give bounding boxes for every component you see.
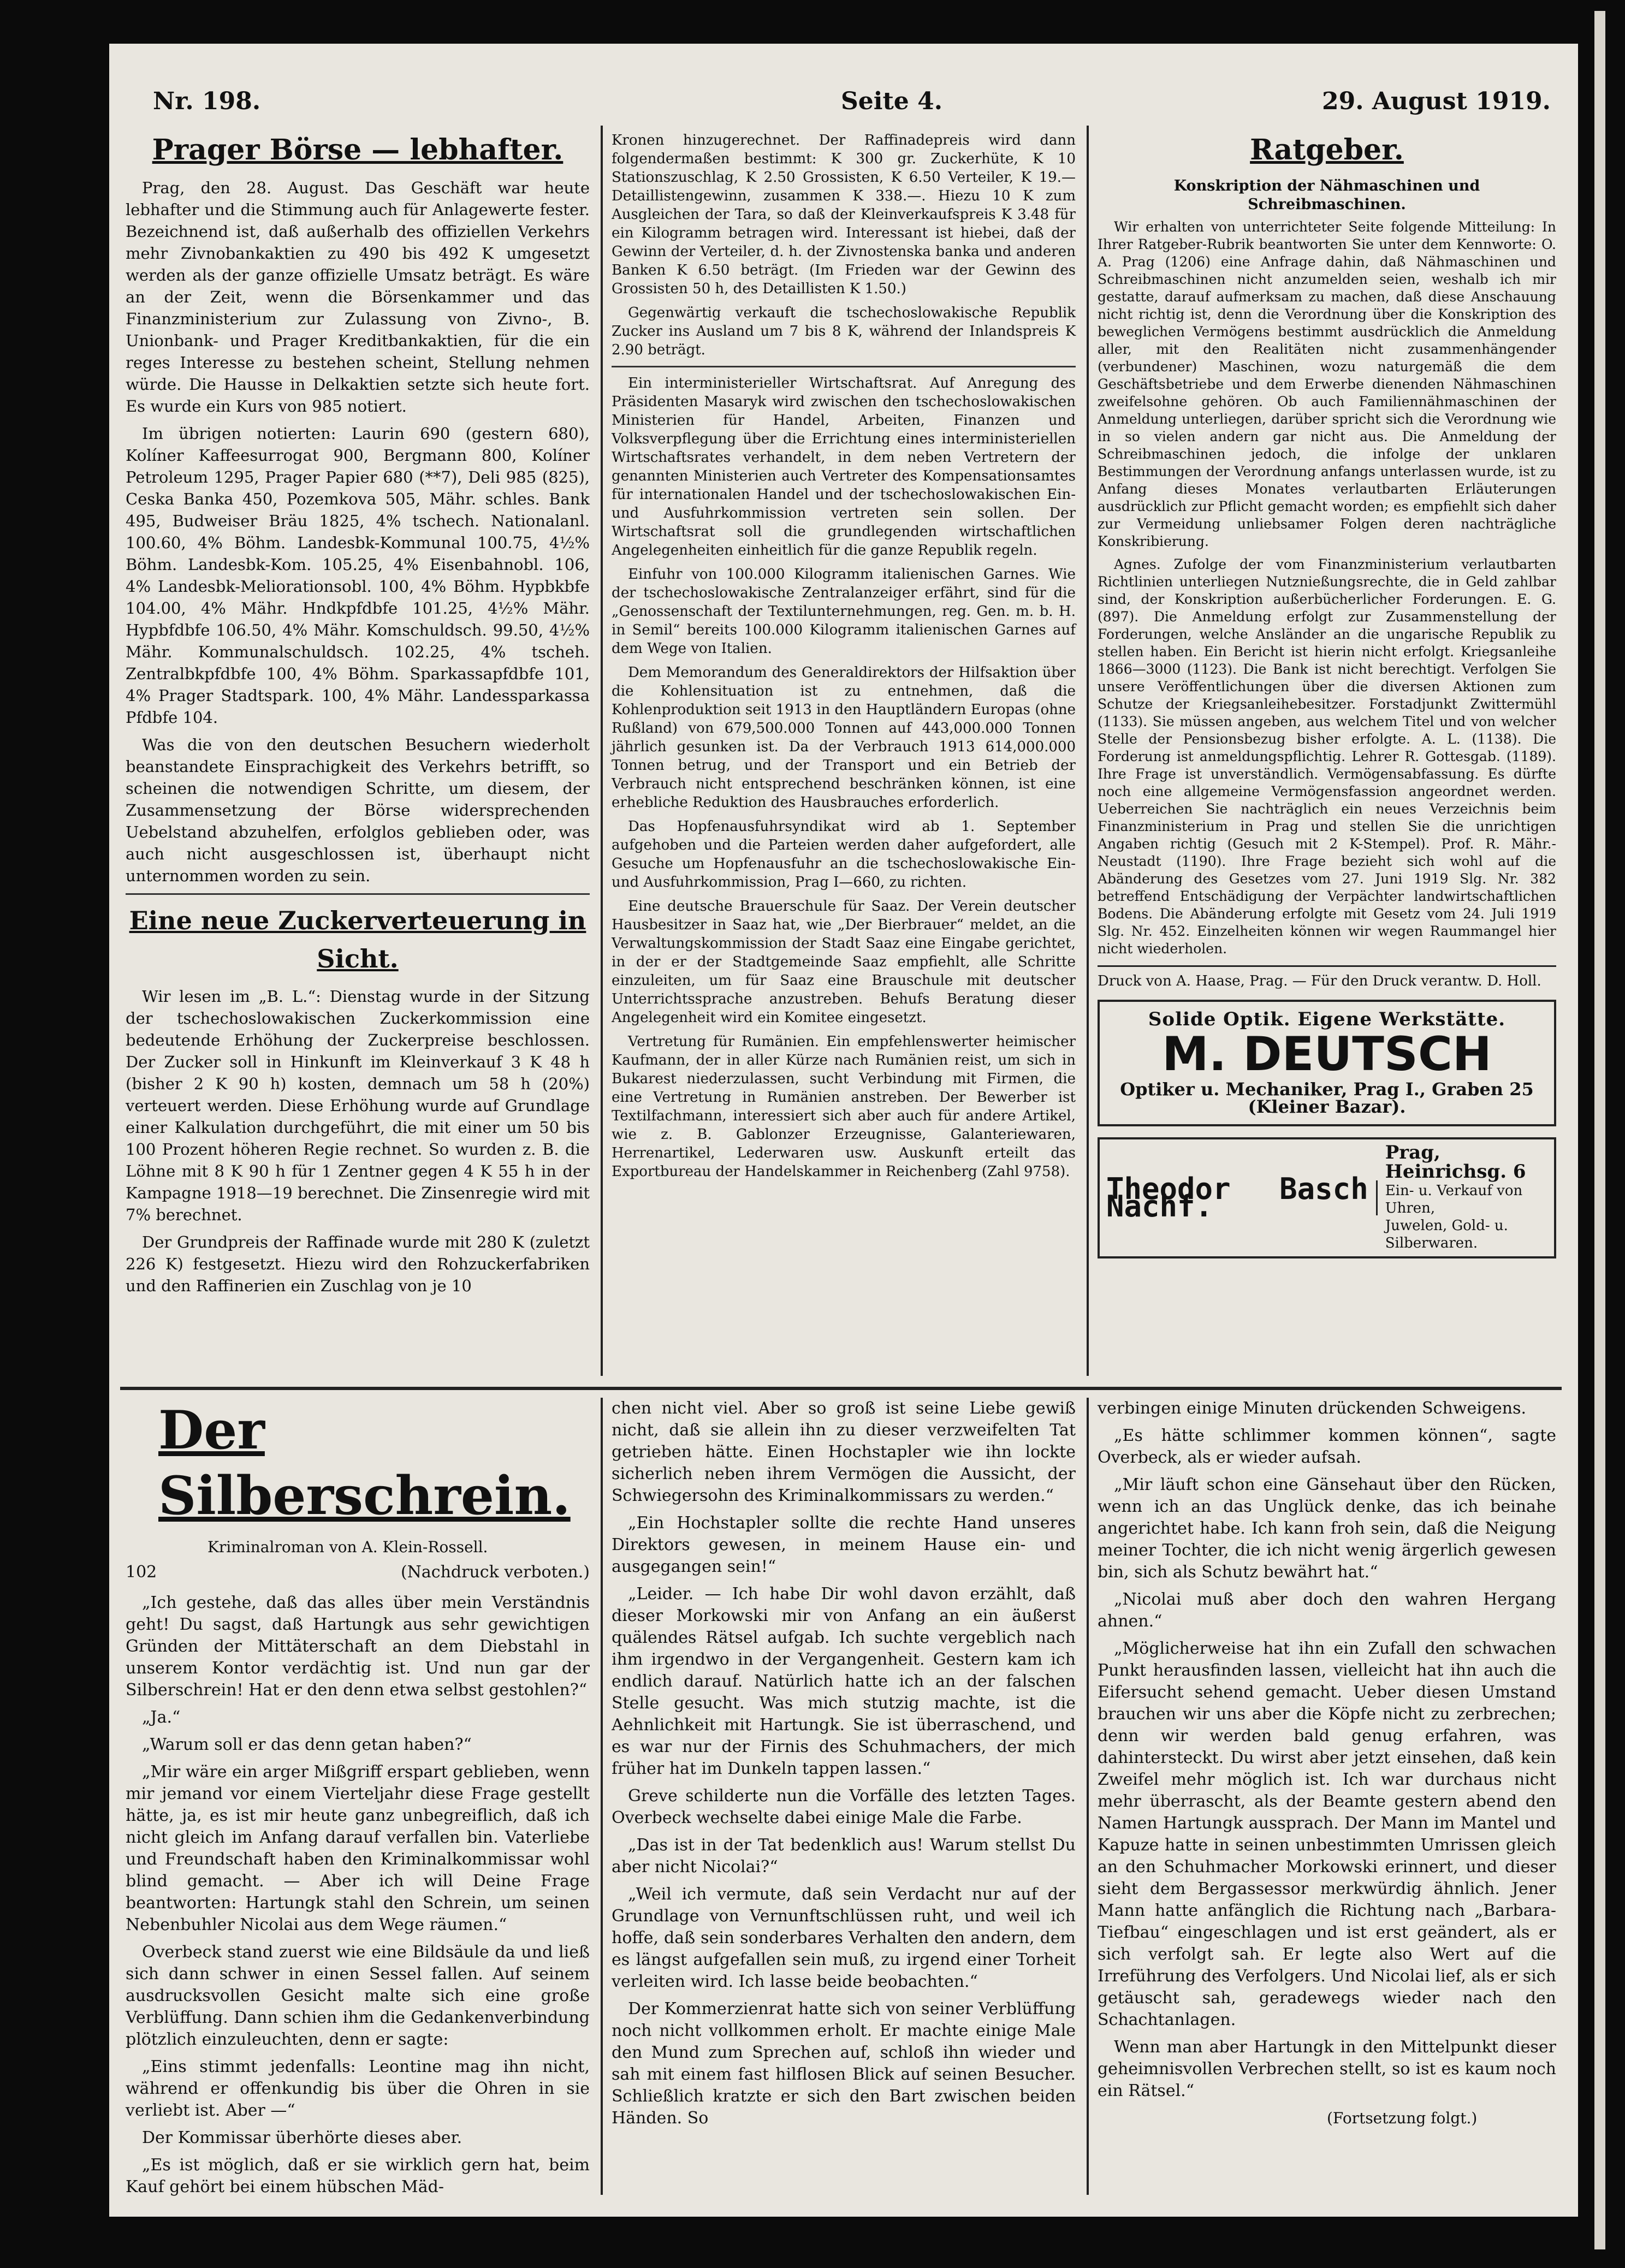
ad-deutsch-name: M. DEUTSCH <box>1162 1027 1492 1082</box>
column-rule-3 <box>601 1398 603 2195</box>
novel-paragraph: „Nicolai muß aber doch den wahren Hergang ahnen.“ <box>1098 1590 1556 1631</box>
novel-paragraph: Overbeck stand zuerst wie eine Bildsäule da und ließ sich dann schwer in einen Sessel fallen. Auf seinem ausdrucksvollen Gesicht malte sich eine große Verblüffung. Dann schien ihm die Gedankenverbindung plötzlich einzuleuchten, denn er sagte: <box>126 1943 590 2049</box>
boerse-quotes: Im übrigen notierten: Laurin 690 (gestern 680), Kolíner Kaffeesurrogat 900, Bergmann 800, Kolíner Petroleum 1295, Prager Papier 680 (**7), Deli 985 (825), Ceska Banka 450, Pozemkova 505, Mähr. schles. Bank 495, Budweiser Bräu 1825, 4% tschech. Nationalanl. 100.60, 4% Böhm. Landesbk-Kommunal 100.75, 4½% Böhm. Landesbk-Kom. 105.25, 4% Eisenbahnobl. 106, 4% Landesbk-Meliorationsobl. 100, 4% Böhm. Hypbkbfe 104.00, 4% Mähr. Hndkpfdbfe 101.25, 4½% Mähr. Hypbfdbfe 106.50, 4% Mähr. Komschuldsch. 99.50, 4½% Mähr. Kommunalschuldsch. 102.25, 4% tscheh. Zentralbkpfdbfe 100, 4% Böhm. Sparkassapfdbfe 101, 4% Prager Stadtspark. 100, 4% Mähr. Landessparkassa Pfdbfe 104. <box>126 424 590 727</box>
novel-paragraph: „Eins stimmt jedenfalls: Leontine mag ihn nicht, während er offenkundig bis über die Ohren in sie verliebt ist. Aber —“ <box>126 2057 590 2120</box>
section-divider <box>126 893 590 895</box>
column-middle-top <box>612 131 1076 1186</box>
ad-basch-details <box>1378 1144 1547 1252</box>
ad-basch-desc-1: Ein- u. Verkauf von Uhren, <box>1385 1183 1523 1216</box>
novel-paragraph: „Das ist in der Tat bedenklich aus! Warum stellst Du aber nicht Nicolai?“ <box>612 1836 1076 1877</box>
novel-paragraph: „Leider. — Ich habe Dir wohl davon erzählt, daß dieser Morkowski mir von Anfang an ein äußerst quälendes Rätsel aufgab. Ich suchte vergeblich nach ihm irgendwo in der Vergangenheit. Gestern kam ich endlich darauf. Natürlich hatte ich an der falschen Stelle gesucht. Was mich stutzig machte, ist die Aehnlichkeit mit Hartungk. Sie ist überraschend, und es war nur der Firnis des Schuhmachers, der mich früher hat im Dunkeln tappen lassen.“ <box>612 1584 1076 1778</box>
novel-paragraph: „Ich gestehe, daß das alles über mein Verständnis geht! Du sagst, daß Hartungk aus sehr gewichtigen Gründen der Mittäterschaft an dem Diebstahl in unserem Kontor verdächtig ist. Und nun gar der Silberschrein! Hat er den denn etwa selbst gestohlen?“ <box>126 1593 590 1700</box>
zucker-paragraph-2: Der Grundpreis der Raffinade wurde mit 280 K (zuletzt 226 K) festgesetzt. Hiezu wird den Rohzuckerfabriken und den Raffinerien ein Zuschlag von je 10 <box>126 1233 590 1295</box>
ad-deutsch-tagline: Solide Optik. Eigene Werkstätte. <box>1148 1008 1506 1030</box>
feuilleton-rule <box>120 1387 1562 1390</box>
column-rule-1 <box>601 126 603 1376</box>
novel-paragraph: „Mir läuft schon eine Gänsehaut über den Rücken, wenn ich an das Unglück denke, das ich beinahe angerichtet habe. Ich kann froh sein, daß die Neigung meiner Tochter, die ich nicht wenig ärgerlich gewesen bin, sich als Schutz bewährt hat.“ <box>1098 1475 1556 1582</box>
novel-paragraph: Der Kommissar überhörte dieses aber. <box>142 2128 462 2147</box>
news-hopfen: Das Hopfenausfuhrsyndikat wird ab 1. September aufgehoben und die Parteien werden daher aufgefordert, alle Gesuche um Hopfenausfuhr an die tschechoslowakische Ein- und Ausfuhrkommission, Prag I—660, zu richten. <box>612 818 1076 890</box>
issue-number: Nr. 198. <box>153 87 261 115</box>
ad-deutsch-location: (Kleiner Bazar). <box>1248 1096 1406 1117</box>
printer-imprint: Druck von A. Haase, Prag. — Für den Druck verantw. D. Holl. <box>1098 965 1556 990</box>
column-left-top <box>126 131 590 1302</box>
novel-author: Kriminalroman von A. Klein-Rossell. <box>207 1538 488 1556</box>
feuilleton-column-3 <box>1098 1398 1556 2129</box>
page-number: Seite 4. <box>841 87 943 115</box>
boerse-paragraph: Prag, den 28. August. Das Geschäft war heute lebhafter und die Stimmung auch für Anlagewerte fester. Bezeichnend ist, daß außerhalb des offiziellen Verkehrs mehr Zivnobankaktien zu 490 bis 492 K umgesetzt werden als der ganze offizielle Umsatz beträgt. Es wäre an der Zeit, wenn die Börsenkammer und das Finanzministerium zur Zulassung von Zivno-, B. Unionbank- und Prager Kreditbankaktien, für die ein reges Interesse zu bestehen scheint, Stellung nehmen würde. Die Hausse in Delkaktien setzte sich heute fort. Es wurde ein Kurs von 985 notiert. <box>126 179 590 415</box>
news-brauerschule: Eine deutsche Brauerschule für Saaz. Der Verein deutscher Hausbesitzer in Saaz hat, wie „Der Bierbrauer“ meldet, an die Verwaltungskommission der Stadt Saaz eine Eingabe gerichtet, in der er der Stadtgemeinde Saaz empfiehlt, alle Schritte einzuleiten, um für Saaz eine Brauschule mit deutscher Unterrichtssprache anzustreben. Behufs Beratung dieser Angelegenheit wird ein Komitee eingesetzt. <box>612 898 1076 1026</box>
novel-paragraph: „Weil ich vermute, daß sein Verdacht nur auf der Grundlage von Vernunftschlüssen ruht, und weil ich hoffe, daß sein sonderbares Verhalten den andern, dem es längst aufgefallen sein muß, zu irgend einer Torheit verleiten wird. Ich lasse beide beobachten.“ <box>612 1885 1076 1991</box>
news-wirtschaftsrat: Ein interministerieller Wirtschaftsrat. Auf Anregung des Präsidenten Masaryk wird zwischen den tschechoslowakischen Ministerien für Handel, Arbeiten, Finanzen und Volksverpflegung über die Errichtung eines interministeriellen Wirtschaftsrates verhandelt, in dem neben Vertretern der genannten Ministerien auch Vertreter des Kompensationsamtes für internationalen Handel und der tschechoslowakischen Ein- und Ausfuhrkommission vertreten sein sollen. Der Wirtschaftsrat soll die grundlegenden wirtschaftlichen Angelegenheiten einheitlich für die ganze Republik regeln. <box>612 375 1076 559</box>
boerse-headline: Prager Börse — lebhafter. <box>152 133 564 167</box>
ratgeber-headline: Ratgeber. <box>1250 133 1404 167</box>
zucker-paragraph: Wir lesen im „B. L.“: Dienstag wurde in der Sitzung der tschechoslowakischen Zuckerkommission eine bedeutende Erhöhung der Zuckerpreise beschlossen. Der Zucker soll in Hinkunft im Kleinverkauf 3 K 48 h (bisher 2 K 90 h) kosten, demnach um 58 h (20%) verteuert werden. Diese Erhöhung wurde auf Grundlage einer Kalkulation durchgeführt, die mit einer um 50 bis 100 Prozent höheren Regie rechnet. So wurden z. B. die Löhne mit 8 K 90 h für 1 Zentner gegen 4 K 55 h in der Kampagne 1918—19 berechnet. Die Zinsenregie wird mit 7% berechnet. <box>126 987 590 1224</box>
novel-reprint-notice: (Nachdruck verboten.) <box>400 1563 590 1582</box>
issue-date: 29. August 1919. <box>1322 87 1551 115</box>
novel-paragraph: Greve schilderte nun die Vorfälle des letzten Tages. Overbeck wechselte dabei einige Male die Farbe. <box>612 1786 1076 1827</box>
novel-paragraph: „Ja.“ <box>142 1708 181 1727</box>
novel-paragraph: „Ein Hochstapler sollte die rechte Hand unseres Direktors gewesen, in meinem Hause ein- und ausgegangen sein!“ <box>612 1513 1076 1576</box>
novel-paragraph: „Es hätte schlimmer kommen können“, sagte Overbeck, als er wieder aufsah. <box>1098 1426 1556 1467</box>
advertisement-deutsch <box>1098 1000 1556 1126</box>
novel-paragraph: Wenn man aber Hartungk in den Mittelpunkt dieser geheimnisvollen Verbrechen stellt, so ist es kaum noch ein Rätsel.“ <box>1098 2038 1556 2100</box>
zucker-continued: Kronen hinzugerechnet. Der Raffinadepreis wird dann folgendermaßen bestimmt: K 300 gr. Zuckerhüte, K 10 Stationszuschlag, K 2.50 Grossisten, K 6.50 Verteiler, K 19.— Detaillistengewinn, zusammen K 338.—. Hiezu 10 K zum Ausgleichen der Tara, so daß der Kleinverkaufspreis K 3.48 für ein Kilogramm betragen wird. Interessant ist hiebei, daß der Gewinn der Verteiler, d. h. der Zivnostenska banka und anderen Banken K 6.50 beträgt. (Im Frieden war der Gewinn des Grossisten 50 h, des Detaillisten K 1.50.) <box>612 132 1076 297</box>
ad-basch-address: Prag, Heinrichsg. 6 <box>1385 1142 1526 1183</box>
novel-installment: 102 <box>126 1563 157 1582</box>
novel-meta <box>126 1562 590 1583</box>
novel-paragraph: „Mir wäre ein arger Mißgriff erspart geblieben, wenn mir jemand vor einem Vierteljahr diese Frage gestellt hätte, ja, es ist mir heute ganz unbegreiflich, daß ich nicht gleich im Anfang darauf verfallen bin. Vaterliebe und Freundschaft haben den Kriminalkommissar wohl blind gemacht. — Aber ich will Deine Frage beantworten: Hartungk stahl den Schrein, um seinen Nebenbuhler Nicolai aus dem Wege räumen.“ <box>126 1762 590 1934</box>
novel-title: Der Silberschrein. <box>158 1399 571 1527</box>
boerse-remark: Was die von den deutschen Besuchern wiederholt beanstandete Einsprachigkeit des Verkehrs betrifft, so scheinen die notwendigen Schritte, um diesem, der Zusammensetzung der Börse widersprechenden Uebelstand abzuhelfen, erfolglos geblieben oder, was auch nicht ausgeschlossen ist, überhaupt nicht unternommen worden zu sein. <box>126 735 590 885</box>
news-kohle: Dem Memorandum des Generaldirektors der Hilfsaktion über die Kohlensituation ist zu entnehmen, daß die Kohlenproduktion seit 1913 in den Hauptländern Europas (ohne Rußland) von 679,500.000 Tonnen auf 443,000.000 Tonnen jährlich gesunken ist. Da der Verbrauch 1913 614,000.000 Tonnen betrug, und der Transport und ein Betrieb der Verbrauch nicht entsprechend beschränken können, ist eine erhebliche Reduktion des Hausbrauches erforderlich. <box>612 664 1076 811</box>
zucker-export: Gegenwärtig verkauft die tschechoslowakische Republik Zucker ins Ausland um 7 bis 8 K, während der Inlandspreis K 2.90 beträgt. <box>612 305 1076 358</box>
novel-continued: (Fortsetzung folgt.) <box>1327 2109 1478 2127</box>
novel-paragraph: chen nicht viel. Aber so groß ist seine Liebe gewiß nicht, daß sie allein ihn zu dieser verzweifelten Tat getrieben hätte. Einen Hochstapler wie ihn lockte sicherlich neben ihrem Vermögen die Aussicht, der Schwiegersohn des Kriminalkommissars zu werden.“ <box>612 1399 1076 1505</box>
ad-basch-desc-2: Juwelen, Gold- u. Silberwaren. <box>1385 1218 1508 1251</box>
ratgeber-answers: Agnes. Zufolge der vom Finanzministerium verlautbarten Richtlinien unterliegen Nutznießungsrechte, die in Geld zahlbar sind, der Konskription außerbücherlicher Forderungen. E. G. (897). Die Anmeldung erfolgt zur Zusammenstellung der Forderungen, welche Ansländer an die ungarische Republik zu stellen haben. Ein Bericht ist hierin nicht erfolgt. Kriegsanleihe 1866—3000 (1123). Die Bank ist nicht berechtigt. Verfolgen Sie unsere Veröffentlichungen über die diversen Aktionen zum Schutze der Kriegsanleihebesitzer. Forstadjunkt Zwittermühl (1133). Sie müssen angeben, aus welchem Titel und von welcher Stelle der Pensionsbezug bisher erfolgte. A. L. (1138). Die Forderung ist anmeldungspflichtig. Lehrer R. Gottesgab. (1189). Ihre Frage ist unverständlich. Vermögensabfassung. Es dürfte noch eine allgemeine Vermögensfassion angeordnet werden. Ueberreichen Sie nachträglich ein neues Verzeichnis beim Finanzministerium in Prag und stellen Sie die unrichtigen Angaben richtig (Gesuch mit 2 K-Stempel). Prof. R. Mähr.-Neustadt (1190). Ihre Frage bezieht sich wohl auf die Abänderung des Gesetzes vom 27. Juni 1919 Slg. Nr. 382 betreffend Entschädigung der Verpächter landwirtschaftlichen Bodens. Die Abänderung erfolgte mit Gesetz vom 24. Juli 1919 Slg. Nr. 452. Einzelheiten können wir wegen Raummangel hier nicht wiederholen. <box>1098 556 1556 957</box>
column-rule-2 <box>1087 126 1089 1376</box>
newspaper-page <box>109 44 1578 2217</box>
news-rumaenien: Vertretung für Rumänien. Ein empfehlenswerter heimischer Kaufmann, der in aller Kürze nach Rumänien reist, um sich in Bukarest niederzulassen, sucht Verbindung mit Firmen, die eine Vertretung in Rumänien anstreben. Der Bewerber ist Textilfachmann, interessiert sich aber auch für andere Artikel, wie z. B. Gablonzer Erzeugnisse, Galanteriewaren, Herrenartikel, Lederwaren usw. Auskunft erteilt das Exportbureau der Handelskammer in Reichenberg (Zahl 9758). <box>612 1034 1076 1180</box>
ad-deutsch-address: Optiker u. Mechaniker, Prag I., Graben 25 <box>1120 1079 1534 1100</box>
ratgeber-paragraph: Wir erhalten von unterrichteter Seite folgende Mitteilung: In Ihrer Ratgeber-Rubrik beantworten Sie unter dem Kennworte: O. A. Prag (1206) eine Anfrage dahin, daß Nähmaschinen und Schreibmaschinen nicht anzumelden seien, weshalb ich mir gestatte, darauf aufmerksam zu machen, daß diese Anschauung nicht richtig ist, denn die Verordnung über die Konskription des beweglichen Vermögens bestimmt ausdrücklich die Anmeldung aller, mit den Realitäten nicht zusammenhängender (verbundener) Maschinen, wozu naturgemäß die dem Geschäftsbetriebe und dem Erwerbe dienenden Nähmaschinen zweifelsohne gehören. Ob auch Familiennähmaschinen der Anmeldung unterliegen, darüber spricht sich die Verordnung wie in so vielen andern gar nicht aus. Die Anmeldung der Schreibmaschinen jedoch, die infolge der unklaren Bestimmungen der Verordnung anfangs unterlassen wurde, ist zu Anfang dieses Monates verlautbarten Erläuterungen ausdrücklich zur Pflicht gemacht worden; es empfiehlt sich daher zur Vermeidung unliebsamer Folgen deren nachträgliche Konskribierung. <box>1098 219 1556 549</box>
feuilleton-column-1 <box>126 1398 590 2204</box>
advertisement-basch <box>1098 1137 1556 1258</box>
novel-paragraph: „Warum soll er das denn getan haben?“ <box>142 1735 472 1754</box>
feuilleton-column-2 <box>612 1398 1076 2135</box>
ratgeber-subheading: Konskription der Nähmaschinen und Schreibmaschinen. <box>1173 177 1480 213</box>
novel-paragraph: Der Kommerzienrat hatte sich von seiner Verblüffung noch nicht vollkommen erholt. Er machte einige Male den Mund zum Sprechen auf, schloß ihn wieder und sah mit einem fast hilflosen Blick auf seinen Besucher. Schließlich kratzte er sich den Bart zwischen beiden Händen. So <box>612 1999 1076 2128</box>
zucker-headline: Eine neue Zuckerverteuerung in Sicht. <box>129 906 586 973</box>
column-rule-4 <box>1087 1398 1089 2195</box>
ad-basch-name: Theodor Basch Nachf. <box>1106 1180 1378 1215</box>
page-header <box>153 87 1551 120</box>
news-garn: Einfuhr von 100.000 Kilogramm italienischen Garnes. Wie der tschechoslowakische Zentralanzeiger erfährt, sind für die „Genossenschaft der Textilunternehmungen, reg. Gen. m. b. H. in Semil“ bereits 100.000 Kilogramm italienischen Garnes auf dem Wege von Italien. <box>612 566 1076 657</box>
novel-paragraph: „Möglicherweise hat ihn ein Zufall den schwachen Punkt herausfinden lassen, vielleicht hat ihn auch die Eifersucht sehend gemacht. Ueber diesen Umstand brauchen wir uns aber die Köpfe nicht zu zerbrechen; denn wir werden bald genug erfahren, was dahintersteckt. Du wirst aber jetzt einsehen, daß kein Zweifel mehr möglich ist. Ich war durchaus nicht mehr überrascht, als der Beamte gestern abend den Namen Hartungk aussprach. Der Mann im Mantel und Kapuze hatte in seinen unbestimmten Umrissen gleich an den Schuhmacher Morkowski erinnert, und dieser sieht dem Bergassessor merkwürdig ähnlich. Jener Mann hatte anfänglich die Richtung nach „Barbara-Tiefbau“ eingeschlagen und ist erst geändert, als er sich verfolgt sah. Er legte also Wert auf die Irreführung des Verfolgers. Und Nicolai lief, als er sich getäuscht sah, geradewegs wieder nach den Schachtanlagen. <box>1098 1639 1556 2029</box>
column-right-top <box>1098 131 1556 1258</box>
section-divider <box>612 366 1076 367</box>
novel-paragraph: verbingen einige Minuten drückenden Schweigens. <box>1098 1399 1527 1418</box>
novel-paragraph: „Es ist möglich, daß er sie wirklich gern hat, beim Kauf gehört bei einem hübschen Mäd- <box>126 2156 590 2196</box>
adjacent-page-edge <box>1594 11 1605 2249</box>
